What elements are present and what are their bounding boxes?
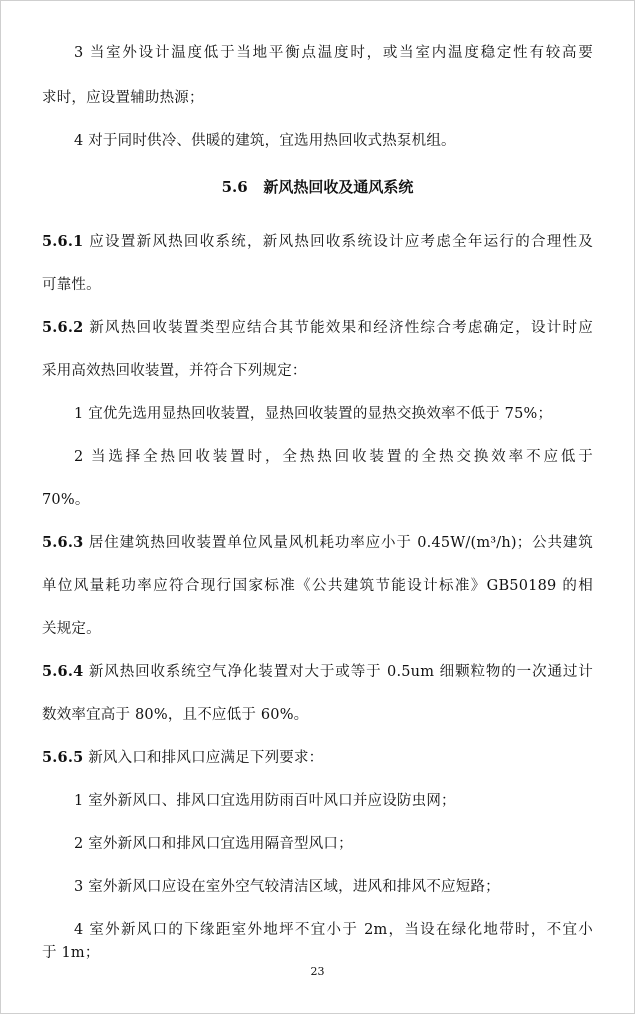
clause-5-6-3-line-2: 单位风量耗功率应符合现行国家标准《公共建筑节能设计标准》GB50189 的相 xyxy=(42,578,593,594)
section-number: 5.6 xyxy=(221,178,248,196)
item-3-line-1: 3 当室外设计温度低于当地平衡点温度时，或当室内温度稳定性有较高要 xyxy=(74,45,593,61)
clause-5-6-5-item-1: 1 室外新风口、排风口宜选用防雨百叶风口并应设防虫网； xyxy=(74,793,456,809)
clause-number: 5.6.1 xyxy=(42,233,84,250)
clause-5-6-2-item-2-line-2: 70%。 xyxy=(42,492,90,508)
clause-5-6-5-item-3: 3 室外新风口应设在室外空气较清洁区域，进风和排风不应短路； xyxy=(74,879,500,895)
clause-5-6-5-item-4-line-2: 于 1m； xyxy=(42,945,100,961)
section-heading: 新风热回收及通风系统 xyxy=(263,178,414,196)
clause-5-6-2-item-2-line-1: 2 当选择全热回收装置时，全热热回收装置的全热交换效率不应低于 xyxy=(74,449,593,465)
clause-5-6-3-line-3: 关规定。 xyxy=(42,621,101,637)
item-3-line-2: 求时，应设置辅助热源； xyxy=(42,90,204,106)
clause-number: 5.6.2 xyxy=(42,319,84,336)
item-4: 4 对于同时供冷、供暖的建筑，宜选用热回收式热泵机组。 xyxy=(74,133,456,149)
clause-5-6-3-line-1 xyxy=(42,533,593,553)
clause-5-6-4-line-1 xyxy=(42,662,593,682)
clause-5-6-2-line-1 xyxy=(42,318,593,338)
clause-number: 5.6.5 xyxy=(42,749,84,766)
clause-5-6-1-line-1 xyxy=(42,232,593,252)
page-number: 23 xyxy=(310,965,325,978)
clause-5-6-4-line-2: 数效率宜高于 80%，且不应低于 60%。 xyxy=(42,707,309,723)
clause-text: 居住建筑热回收装置单位风量风机耗功率应小于 0.45W/(m³/h)；公共建筑 xyxy=(88,535,593,551)
clause-5-6-1-line-2: 可靠性。 xyxy=(42,277,101,293)
clause-5-6-5-item-2: 2 室外新风口和排风口宜选用隔音型风口； xyxy=(74,836,353,852)
clause-number: 5.6.4 xyxy=(42,663,84,680)
clause-5-6-5-item-4-line-1: 4 室外新风口的下缘距室外地坪不宜小于 2m，当设在绿化地带时，不宜小 xyxy=(74,922,593,938)
clause-text: 新风热回收装置类型应结合其节能效果和经济性综合考虑确定，设计时应 xyxy=(89,320,593,336)
clause-text: 新风热回收系统空气净化装置对大于或等于 0.5um 细颗粒物的一次通过计 xyxy=(88,664,593,680)
clause-number: 5.6.3 xyxy=(42,534,84,551)
clause-text: 应设置新风热回收系统，新风热回收系统设计应考虑全年运行的合理性及 xyxy=(89,234,593,250)
clause-text: 新风入口和排风口应满足下列要求： xyxy=(88,750,324,766)
section-title xyxy=(0,177,635,197)
clause-5-6-2-line-2: 采用高效热回收装置，并符合下列规定： xyxy=(42,363,307,379)
clause-5-6-5-line-1 xyxy=(42,748,323,768)
clause-5-6-2-item-1: 1 宜优先选用显热回收装置，显热回收装置的显热交换效率不低于 75%； xyxy=(74,406,553,422)
